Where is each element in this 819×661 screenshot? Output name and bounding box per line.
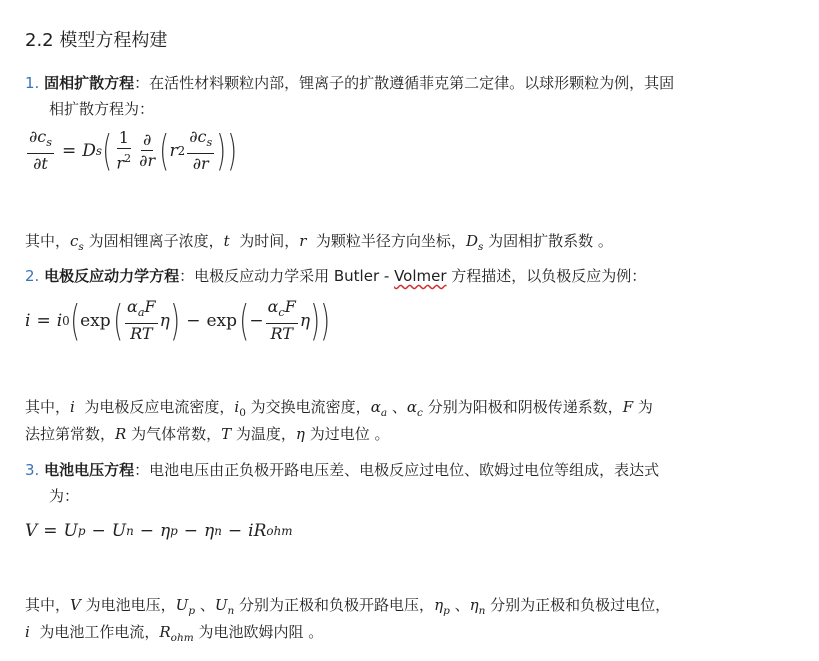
equation-voltage: V = U p − U n − η p − η n − iR ohm [25,521,293,541]
section-title: 2.2 模型方程构建 [25,30,168,51]
explanation-1: 其中，$c_s$ 为固相锂离子浓度，t 为时间，r 为颗粒半径方向坐标，$D_s$ 为固相扩散系数 。 [25,232,613,253]
item-2: 2. 电极反应动力学方程：电极反应动力学采用 Butler - Volmer 方程描述，以负极反应为例： [25,267,647,285]
explanation-3-line2: i 为电池工作电流，$R_{ohm}$ 为电池欧姆内阻 。 [25,623,324,644]
item-title: 电极反应动力学方程 [44,267,180,285]
item-number: 1. [25,74,40,92]
equation-butler-volmer: i = i 0 ( exp ( $\frac{\alpha_aF}{RT}$ η ) − exp ( − $\frac{\alpha_cF}{RT}$ η ) ) [25,295,331,345]
item-number: 3. [25,461,40,479]
explanation-2-line1: 其中，i 为电极反应电流密度，$i_0$ 为交换电流密度，$\alpha_a$ 、$\alpha_c$ 分别为阳极和阴极传递系数，F 为 [25,398,653,419]
item-1-continuation: 相扩散方程为： [49,100,155,118]
explanation-2-line2: 法拉第常数，R 为气体常数，T 为温度，η 为过电位 。 [25,425,390,443]
item-1 [25,72,674,94]
equation-diffusion: $\frac{\partial c_s}{\partial t}$ = D s ( $\frac{1}{r^2}$ $\frac{\partial}{\partial r}$ ( r 2 $\frac{\partial c_s}{\partial r}$ ) ) [29,125,237,175]
explanation-3-line1: 其中，V 为电池电压，$U_p$ 、$U_n$ 分别为正极和负极开路电压，$\eta_p$ 、$\eta_n$ 分别为正极和负极过电位， [25,596,671,617]
item-title: 固相扩散方程 [44,74,135,92]
item-text: ：在活性材料颗粒内部，锂离子的扩散遵循菲克第二定律。以球形颗粒为例，其固 [134,74,675,92]
item-3: 3. 电池电压方程：电池电压由正负极开路电压差、电极反应过电位、欧姆过电位等组成，表达式 [25,461,660,479]
item-title: 电池电压方程 [44,461,135,479]
item-3-continuation: 为： [49,487,80,505]
spellcheck-word: Volmer [394,267,447,285]
item-number: 2. [25,267,40,285]
